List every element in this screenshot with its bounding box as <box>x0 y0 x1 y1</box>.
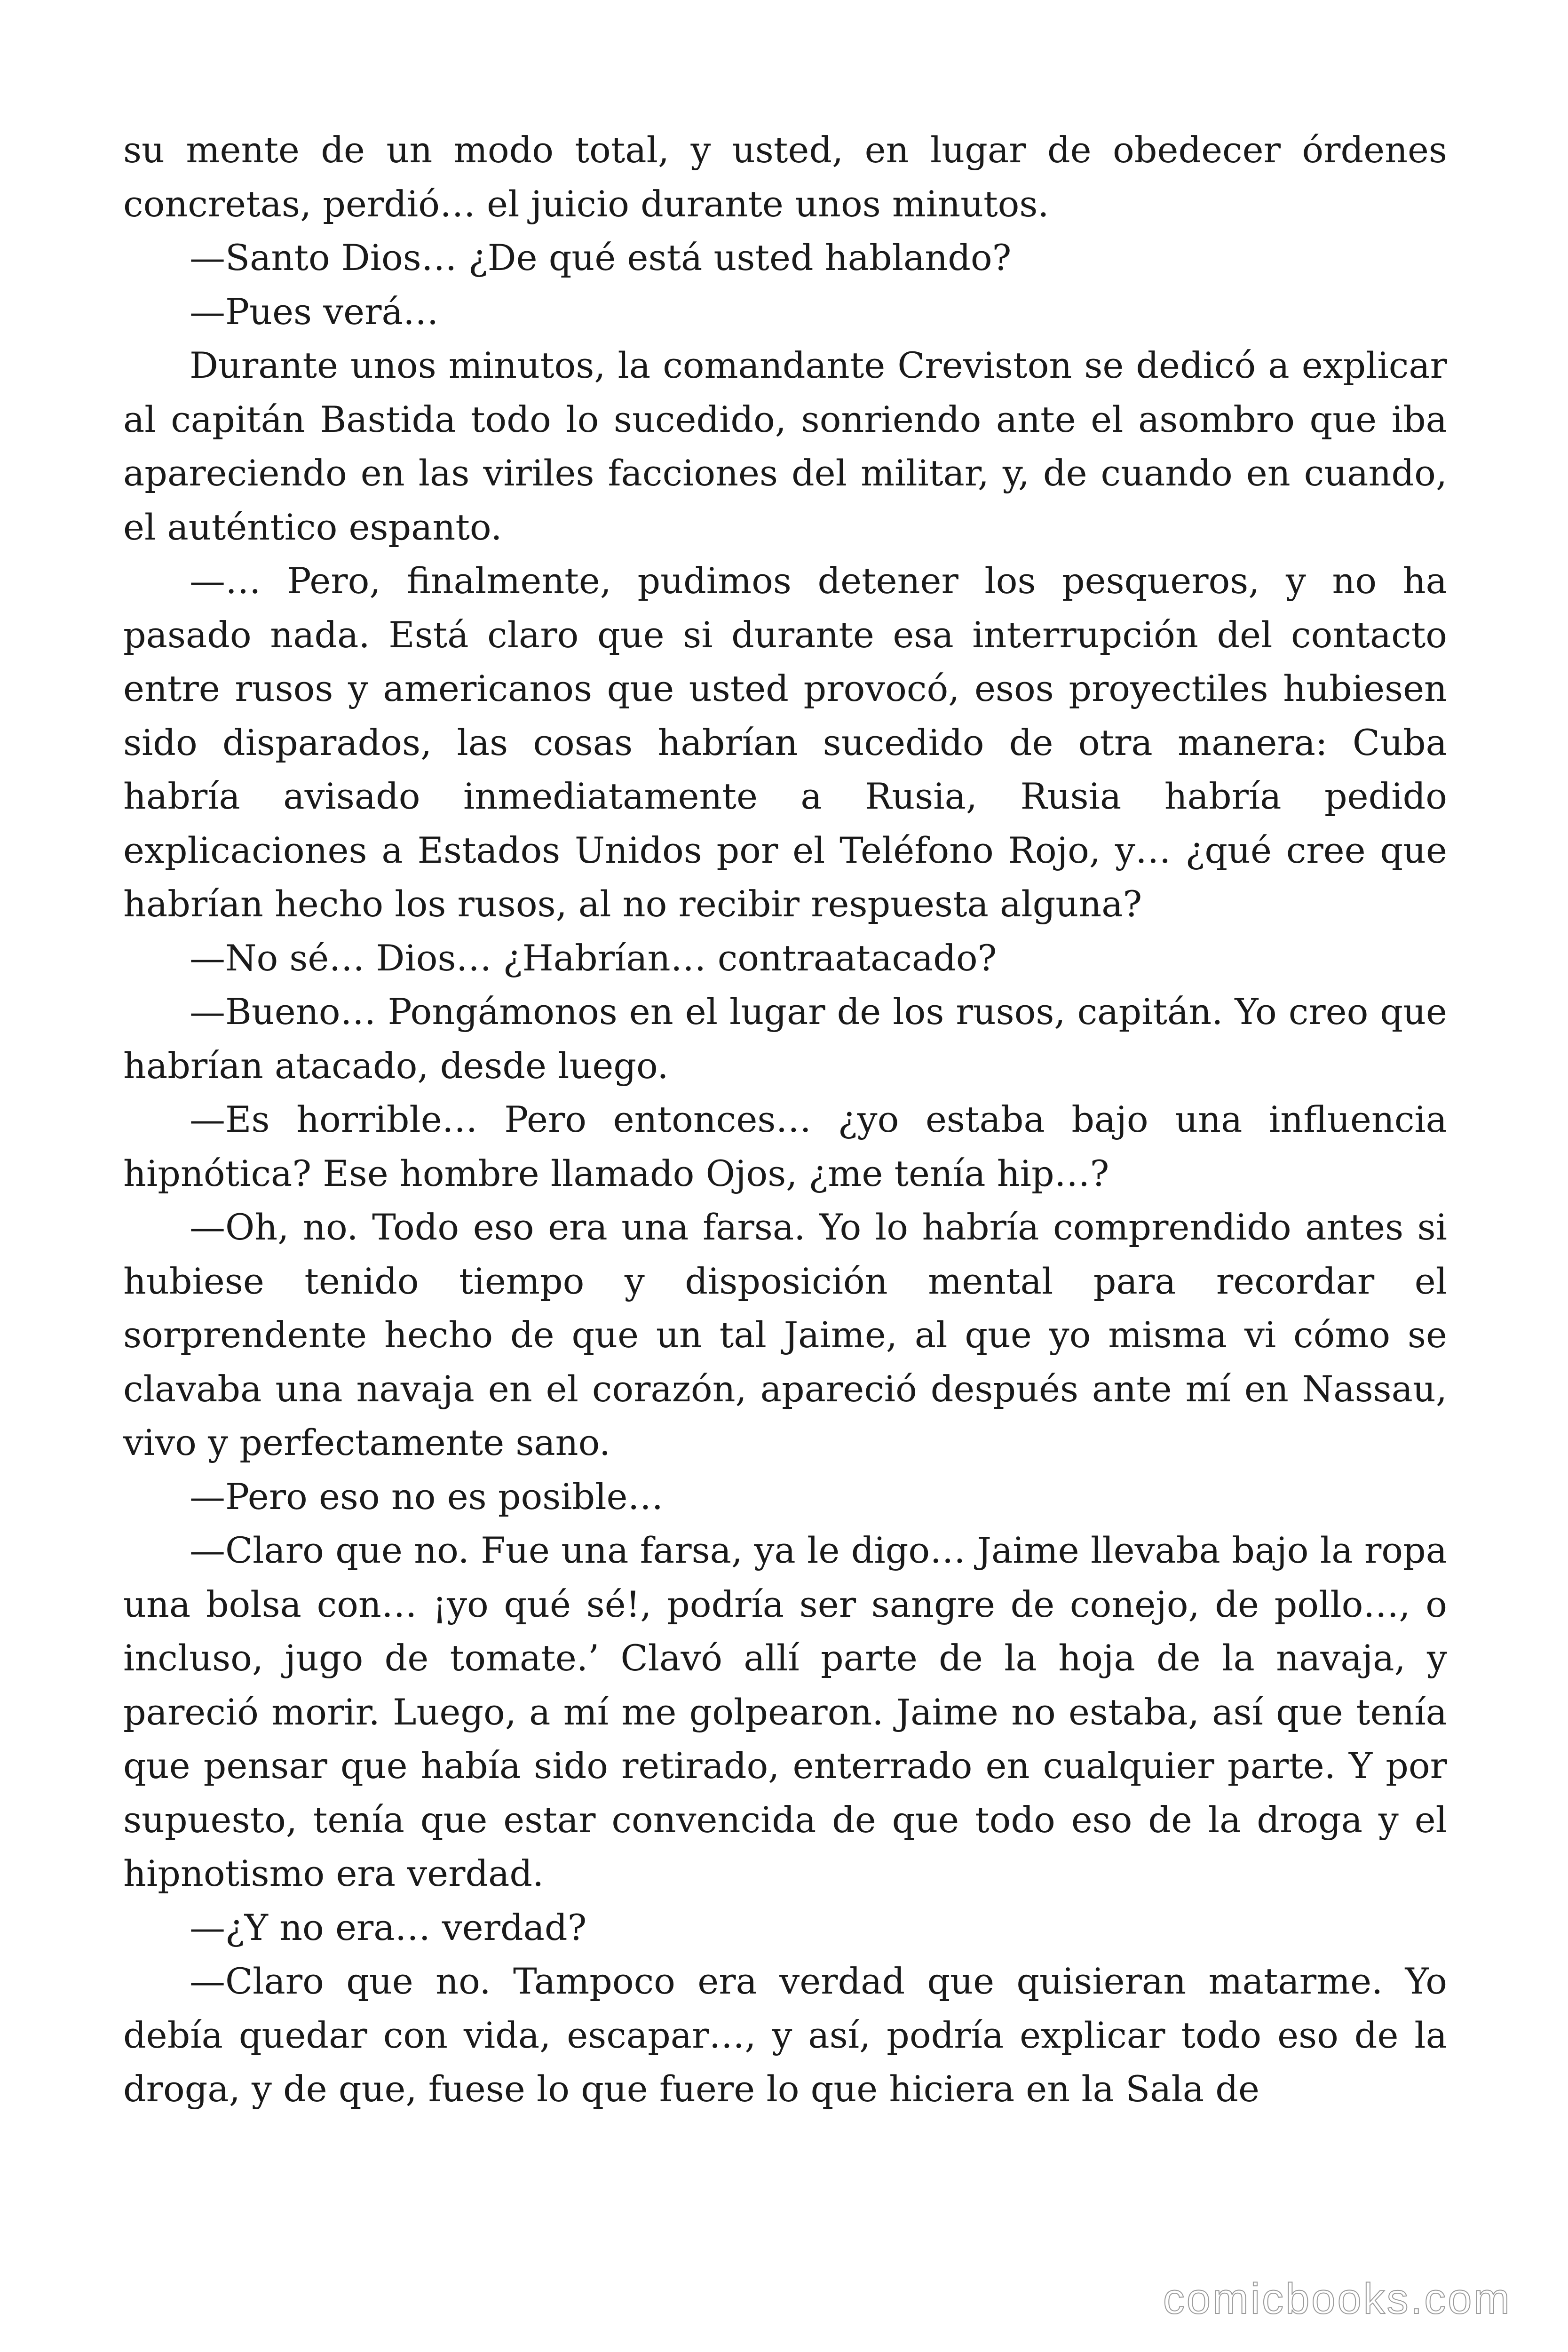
paragraph: —Bueno… Pongámonos en el lugar de los rusos, capitán. Yo creo que habrían atacado, desde luego. <box>123 991 1447 1087</box>
paragraph: —Claro que no. Fue una farsa, ya le digo… Jaime llevaba bajo la ropa una bolsa con… ¡yo qué sé!, podría ser sangre de conejo, de pollo…, o incluso, jugo de tomate.’ Clavó allí parte de la hoja de la navaja, y pareció morir. Luego, a mí me golpearon. Jaime no estaba, así que tenía que pensar que había sido retirado, enterrado en cualquier parte. Y por supuesto, tenía que estar convencida de que todo eso de la droga y el hipnotismo era verdad. <box>123 1529 1447 1894</box>
paragraph: —Santo Dios… ¿De qué está usted hablando? <box>190 237 1012 278</box>
paragraph: —Pero eso no es posible… <box>190 1475 664 1518</box>
paragraph: —Pues verá… <box>190 290 439 333</box>
paragraph: —… Pero, finalmente, pudimos detener los pesqueros, y no ha pasado nada. Está claro que si durante esa interrupción del contacto entre rusos y americanos que usted provocó, esos proyectiles hubiesen sido disparados, las cosas habrían sucedido de otra manera: Cuba habría avisado inmediatamente a Rusia, Rusia habría pedido explicaciones a Estados Unidos por el Teléfono Rojo, y… ¿qué cree que habrían hecho los rusos, al no recibir respuesta alguna? <box>123 560 1447 925</box>
watermark: comicbooks.com <box>1163 2275 1512 2323</box>
paragraph: Durante unos minutos, la comandante Creviston se dedicó a explicar al capitán Bastida todo lo sucedido, sonriendo ante el asombro que iba apareciendo en las viriles facciones del militar, y, de cuando en cuando, el auténtico espanto. <box>123 344 1447 548</box>
paragraph: —Es horrible… Pero entonces… ¿yo estaba bajo una influencia hipnótica? Ese hombre llamado Ojos, ¿me tenía hip…? <box>123 1098 1447 1194</box>
paragraph: —No sé… Dios… ¿Habrían… contraatacado? <box>190 937 997 979</box>
paragraph: —Claro que no. Tampoco era verdad que quisieran matarme. Yo debía quedar con vida, escapar…, y así, podría explicar todo eso de la droga, y de que, fuese lo que fuere lo que hiciera en la Sala de <box>123 1960 1447 2110</box>
paragraph: su mente de un modo total, y usted, en lugar de obedecer órdenes concretas, perdió… el juicio durante unos minutos. <box>123 129 1447 225</box>
paragraph: —Oh, no. Todo eso era una farsa. Yo lo habría comprendido antes si hubiese tenido tiempo y disposición mental para recordar el sorprendente hecho de que un tal Jaime, al que yo misma vi cómo se clavaba una navaja en el corazón, apareció después ante mí en Nassau, vivo y perfectamente sano. <box>123 1206 1447 1463</box>
paragraph: —¿Y no era… verdad? <box>190 1906 587 1948</box>
page-text <box>123 123 1447 2116</box>
